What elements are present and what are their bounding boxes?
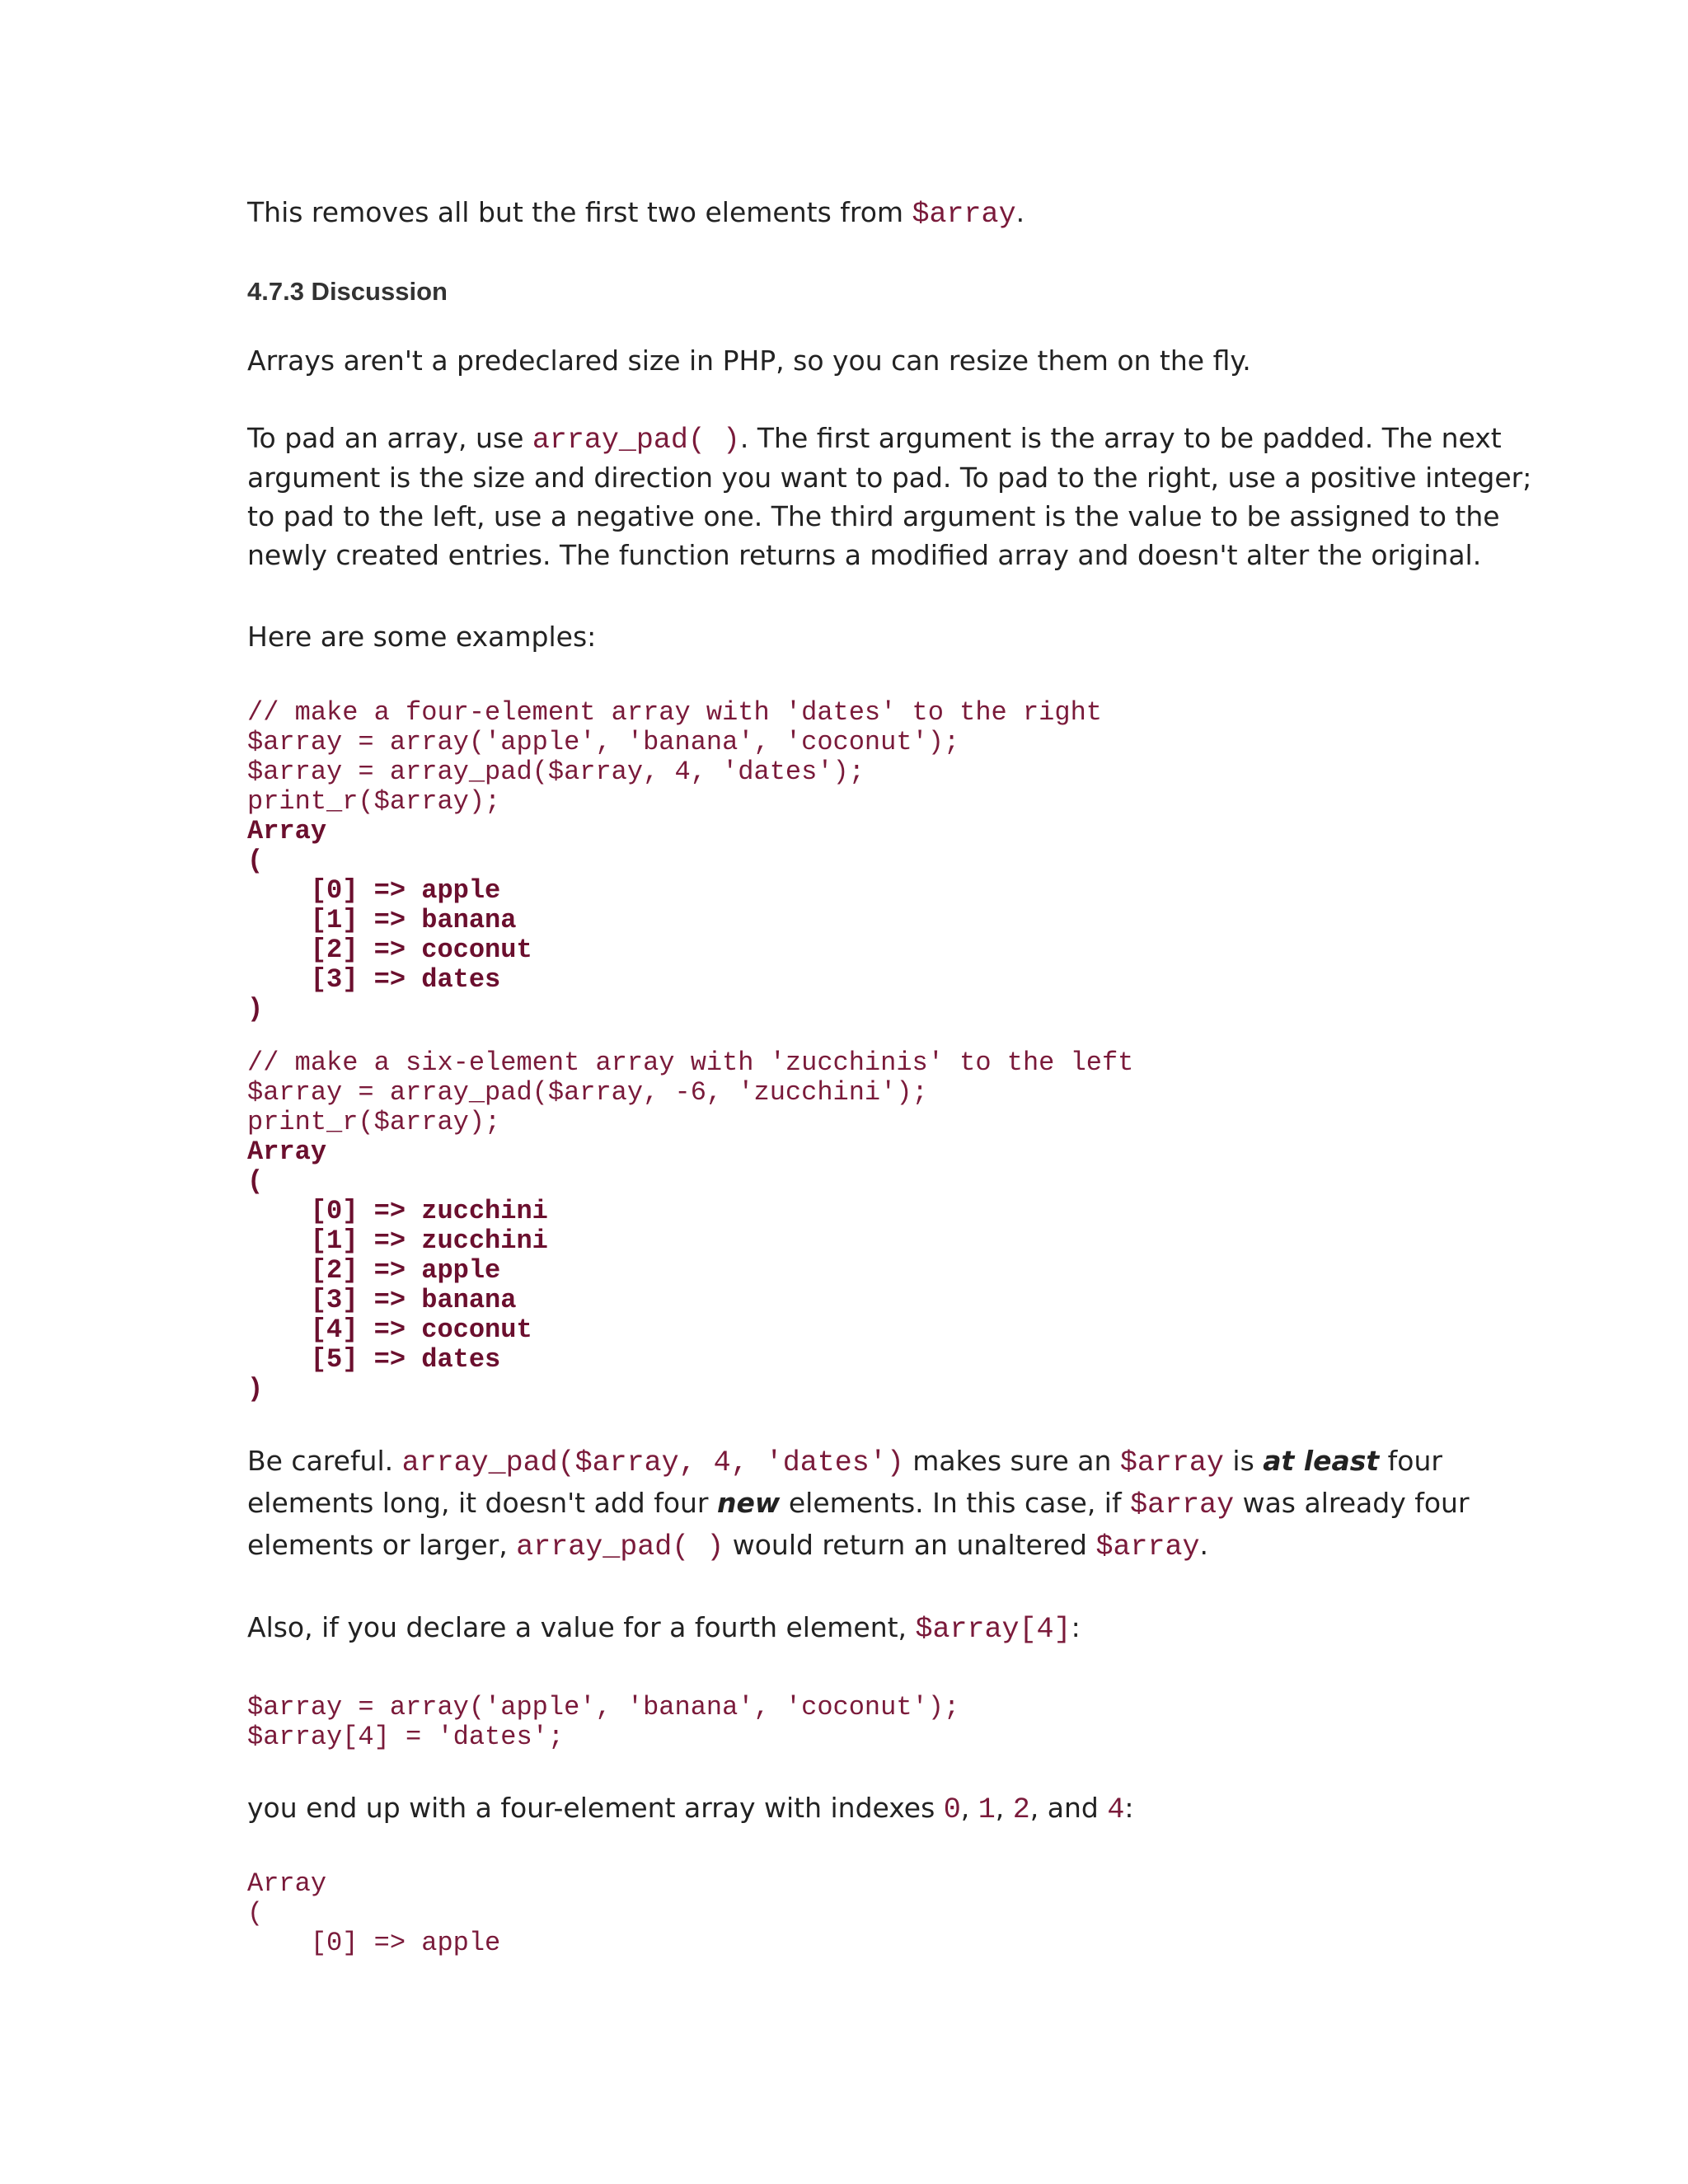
paragraph-text: ,: [960, 1792, 978, 1824]
paragraph-text: you end up with a four-element array with indexes: [247, 1792, 944, 1824]
output-line: [5] => dates: [247, 1344, 501, 1375]
code-block-2: [247, 1048, 1133, 1404]
code-line: [0] => apple: [247, 1928, 501, 1958]
paragraph-text: is: [1223, 1445, 1264, 1477]
inline-code: 0: [943, 1793, 961, 1826]
paragraph-text: Also, if you declare a value for a fourth element,: [247, 1611, 916, 1643]
paragraph-end: [247, 1788, 1134, 1830]
output-line: Array: [247, 816, 327, 846]
section-heading: 4.7.3 Discussion: [247, 277, 448, 306]
output-line: [4] => coconut: [247, 1315, 532, 1345]
paragraph-text: :: [1124, 1792, 1134, 1824]
code-line: print_r($array);: [247, 1107, 501, 1137]
inline-code: $array[4]: [915, 1613, 1071, 1646]
paragraph-text: This removes all but the first two elements from: [247, 196, 912, 228]
code-line: (: [247, 1898, 264, 1929]
code-line: // make a four-element array with 'dates' to the right: [247, 697, 1102, 728]
output-line: [1] => banana: [247, 905, 517, 935]
output-line: [1] => zucchini: [247, 1226, 548, 1256]
output-line: (: [247, 846, 264, 876]
paragraph-text: would return an unaltered: [724, 1529, 1096, 1561]
paragraph-resize: Arrays aren't a predeclared size in PHP, so you can resize them on the fly.: [247, 344, 1251, 377]
paragraph-line: [247, 419, 1502, 460]
code-line: $array = array('apple', 'banana', 'coconut');: [247, 727, 960, 757]
inline-code: array_pad( ): [516, 1530, 724, 1563]
paragraph-removes: [247, 193, 1025, 234]
paragraph-line: [247, 1441, 1442, 1483]
emphasis-text: new: [717, 1487, 781, 1519]
paragraph-text: :: [1071, 1611, 1081, 1643]
inline-code: 4: [1107, 1793, 1125, 1826]
paragraph-text: . The first argument is the array to be padded. The next: [739, 422, 1502, 454]
paragraph-line: to pad to the left, use a negative one. The third argument is the value to be assigned to the: [247, 500, 1500, 532]
paragraph-text: .: [1199, 1529, 1209, 1561]
paragraph-line: newly created entries. The function returns a modified array and doesn't alter the original.: [247, 539, 1482, 571]
paragraph-line: [247, 1483, 1470, 1525]
output-line: [3] => banana: [247, 1285, 517, 1315]
output-line: ): [247, 994, 264, 1024]
paragraph-line: argument is the size and direction you want to pad. To pad to the right, use a positive integer;: [247, 462, 1532, 494]
output-line: [0] => apple: [247, 875, 501, 906]
paragraph-text: makes sure an: [903, 1445, 1120, 1477]
inline-code: $array: [1130, 1488, 1235, 1521]
code-line: Array: [247, 1868, 327, 1899]
code-block-4: [247, 1869, 500, 1958]
paragraph-text: elements long, it doesn't add four: [247, 1487, 717, 1519]
paragraph-text: was already four: [1234, 1487, 1470, 1519]
code-block-1: [247, 698, 1102, 1024]
code-line: $array[4] = 'dates';: [247, 1722, 565, 1752]
inline-code: array_pad( ): [532, 424, 740, 457]
paragraph-text: ,: [995, 1792, 1013, 1824]
paragraph-text: To pad an array, use: [247, 422, 532, 454]
paragraph-line: [247, 1526, 1208, 1567]
paragraph-text: , and: [1029, 1792, 1108, 1824]
paragraph-examples: Here are some examples:: [247, 621, 597, 653]
inline-code: $array: [1095, 1530, 1200, 1563]
output-line: [0] => zucchini: [247, 1196, 548, 1226]
paragraph-text: .: [1015, 196, 1025, 228]
paragraph-text: elements. In this case, if: [780, 1487, 1131, 1519]
code-line: $array = array_pad($array, -6, 'zucchini');: [247, 1077, 928, 1108]
code-line: print_r($array);: [247, 786, 501, 817]
inline-code: 1: [978, 1793, 996, 1826]
inline-code: array_pad($array, 4, 'dates'): [401, 1446, 904, 1479]
paragraph-also: [247, 1608, 1081, 1649]
paragraph-text: elements or larger,: [247, 1529, 517, 1561]
paragraph-text: four: [1379, 1445, 1442, 1477]
output-line: [2] => coconut: [247, 935, 532, 965]
inline-code: $array: [1119, 1446, 1224, 1479]
code-line: $array = array_pad($array, 4, 'dates');: [247, 757, 865, 787]
code-line: // make a six-element array with 'zucchinis' to the left: [247, 1047, 1134, 1078]
emphasis-text: at least: [1263, 1445, 1380, 1477]
output-line: (: [247, 1166, 264, 1197]
code-line: $array = array('apple', 'banana', 'coconut');: [247, 1692, 960, 1722]
inline-code: 2: [1012, 1793, 1030, 1826]
output-line: [2] => apple: [247, 1255, 501, 1286]
paragraph-text: Be careful.: [247, 1445, 402, 1477]
output-line: ): [247, 1374, 264, 1404]
output-line: Array: [247, 1137, 327, 1167]
code-block-3: [247, 1693, 959, 1752]
inline-code: $array: [912, 198, 1016, 231]
output-line: [3] => dates: [247, 964, 501, 995]
